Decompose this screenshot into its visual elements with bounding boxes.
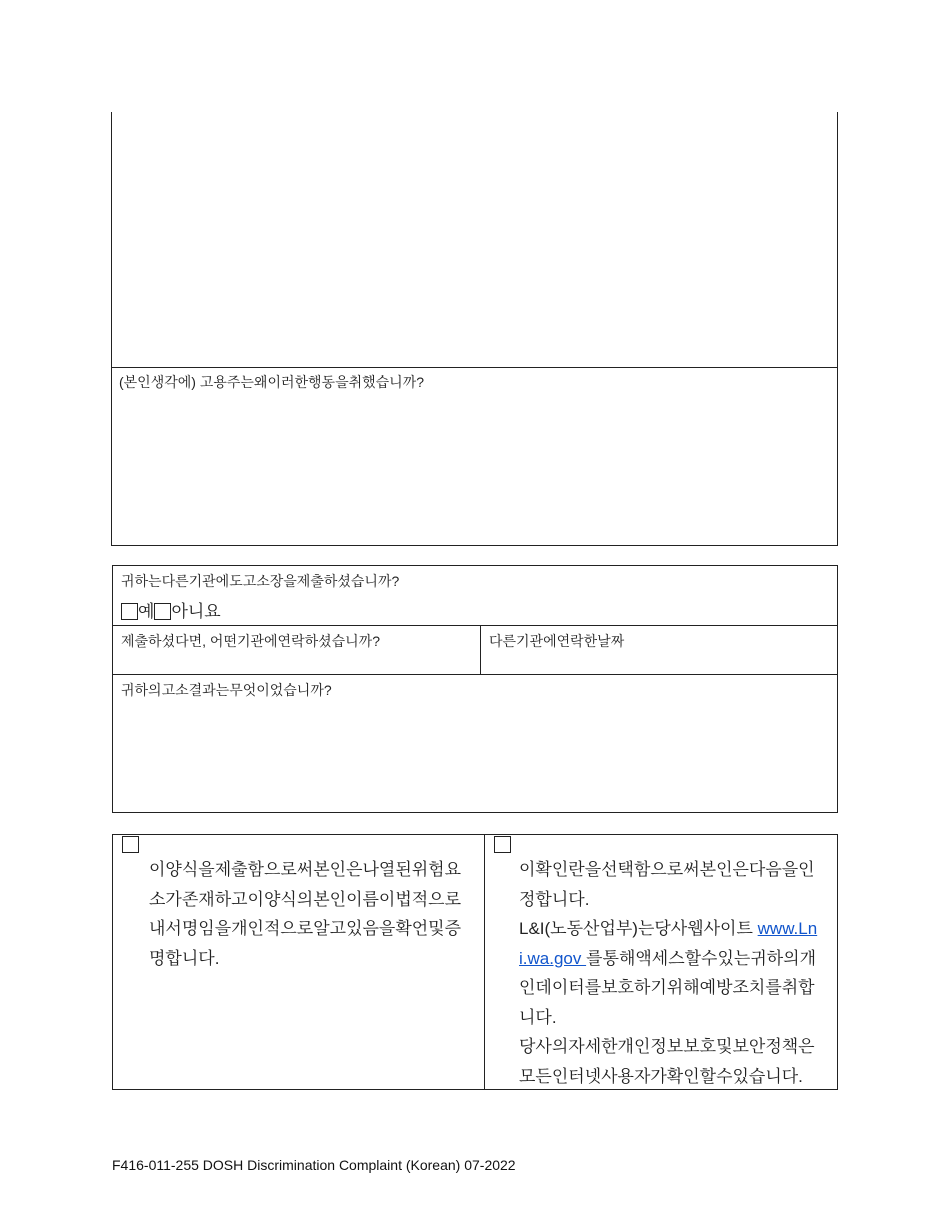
privacy-checkbox[interactable] [494, 836, 511, 853]
attestation-line: 명합니다. [149, 948, 220, 968]
table-right-border [837, 112, 838, 546]
privacy-line [519, 914, 834, 944]
which-agency-field[interactable] [113, 650, 479, 674]
previous-answer-area[interactable] [112, 112, 837, 367]
attestation-line: 이양식을제출함으로써본인은나열된위험요 [149, 860, 462, 879]
no-checkbox[interactable] [154, 603, 171, 620]
yes-no-options [121, 597, 221, 622]
privacy-line: 이확인란을선택함으로써본인은다음을인 [519, 860, 815, 879]
result-question: 귀하의고소결과는무엇이었습니까? [121, 682, 332, 698]
website-link-part1[interactable]: www.Ln [757, 919, 818, 938]
other-agency-question: 귀하는다른기관에도고소장을제출하셨습니까? [121, 573, 400, 589]
attestation-checkbox-wrap [122, 836, 139, 855]
website-link-part2[interactable]: i.wa.gov [519, 948, 587, 968]
privacy-line: 인데이터를보호하기위해예방조치를취합 [519, 978, 815, 997]
attestation-line: 소가존재하고이양식의본인이름이법적으로 [149, 889, 462, 909]
employer-reason-answer-area[interactable] [112, 392, 837, 544]
contact-date-field[interactable] [481, 650, 837, 674]
table-bottom-border [111, 545, 838, 546]
privacy-line-text: 를통해액세스할수있는귀하의개 [586, 948, 817, 968]
no-label: 아니요 [171, 602, 221, 621]
row-divider [112, 625, 838, 626]
row-divider [111, 367, 838, 368]
contact-date-label: 다른기관에연락한날짜 [489, 633, 625, 649]
form-id-footer: F416-011-255 DOSH Discrimination Complaint (Korean) 07-2022 [112, 1157, 516, 1173]
privacy-line: 모든인터넷사용자가확인할수있습니다. [519, 1066, 803, 1086]
attestation-checkbox[interactable] [122, 836, 139, 853]
privacy-checkbox-wrap [494, 836, 511, 855]
attestation-line: 내서명임을개인적으로알고있음을확언및증 [149, 919, 462, 938]
attestation-text [149, 855, 479, 973]
privacy-line: 정합니다. [519, 889, 590, 909]
privacy-text [519, 855, 834, 1091]
privacy-line: 당사의자세한개인정보보호및보안정책은 [519, 1037, 815, 1056]
row-divider [112, 674, 838, 675]
yes-label: 예 [138, 602, 155, 621]
privacy-line [519, 944, 834, 974]
yes-checkbox[interactable] [121, 603, 138, 620]
privacy-line-text: L&I(노동산업부)는당사웹사이트 [519, 919, 758, 938]
which-agency-question: 제출하셨다면, 어떤기관에연락하셨습니까? [121, 633, 380, 649]
employer-reason-question: (본인생각에) 고용주는왜이러한행동을취했습니까? [119, 374, 425, 390]
result-answer-area[interactable] [113, 700, 837, 812]
column-divider [484, 834, 485, 1090]
privacy-line: 니다. [519, 1007, 557, 1027]
